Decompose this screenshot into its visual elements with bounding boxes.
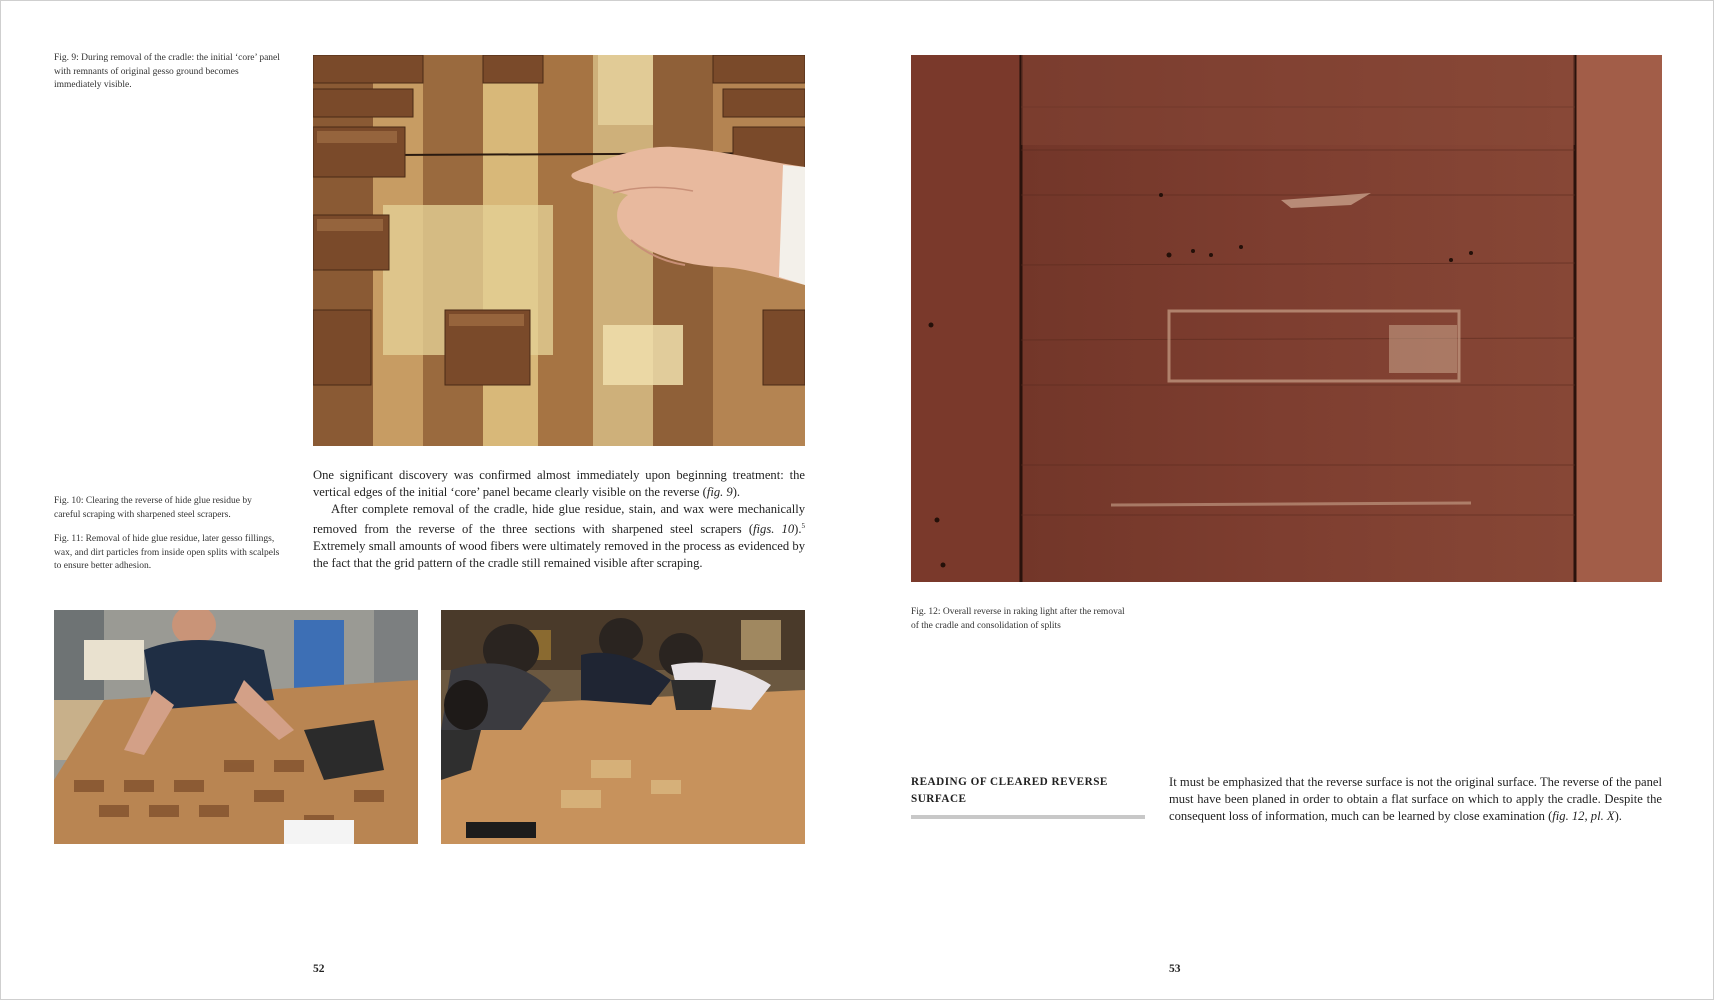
fig12-photo (911, 55, 1662, 582)
fig10-photo (54, 610, 418, 844)
heading-rule (911, 815, 1145, 819)
fig12-caption: Fig. 12: Overall reverse in raking light after the removal of the cradle and consolidation of splits (911, 607, 1125, 631)
left-body-text (313, 467, 805, 572)
right-body-text (1169, 774, 1662, 825)
paragraph-2: After complete removal of the cradle, hide glue residue, stain, and wax were mechanically removed from the reverse of the three sections with sharpened steel scrapers (figs. 10).$^5$ Extremely small amounts of wood fibers were ultimately removed in the process as evidenced by the fact that the grid pattern of the cradle still remained visible after scraping. (313, 502, 805, 571)
fig11-photo (441, 610, 805, 844)
page-number-right: 53 (1169, 963, 1181, 975)
fig11-caption: Fig. 11: Removal of hide glue residue, later gesso fillings, wax, and dirt particles from inside open splits with scalpels to ensure better adhesion. (54, 534, 280, 571)
section-heading: READING OF CLEARED REVERSE SURFACE (911, 776, 1108, 805)
fig10-ref[interactable]: figs. 10 (753, 522, 795, 537)
fig9-caption: Fig. 9: During removal of the cradle: the initial ‘core’ panel with remnants of original gesso ground becomes immediately visible. (54, 53, 280, 90)
footnote-marker[interactable]: 5 (801, 522, 805, 530)
fig9-ref[interactable]: fig. 9 (706, 485, 733, 499)
page-number-left: 52 (313, 963, 325, 975)
fig12-ref[interactable]: fig. 12, pl. X (1552, 809, 1615, 823)
paragraph-3: It must be emphasized that the reverse surface is not the original surface. The reverse of the panel must have been planed in order to obtain a flat surface on which to apply the cradle. Despite the consequent loss of information, much can be learned by close examination (fig. 12, pl. X). (1169, 775, 1662, 823)
fig10-caption: Fig. 10: Clearing the reverse of hide glue residue by careful scraping with sharpened steel scrapers. (54, 496, 252, 520)
fig9-photo (313, 55, 805, 446)
paragraph-1: One significant discovery was confirmed almost immediately upon beginning treatment: the vertical edges of the initial ‘core’ panel became clearly visible on the reverse (fig. 9). (313, 468, 805, 499)
